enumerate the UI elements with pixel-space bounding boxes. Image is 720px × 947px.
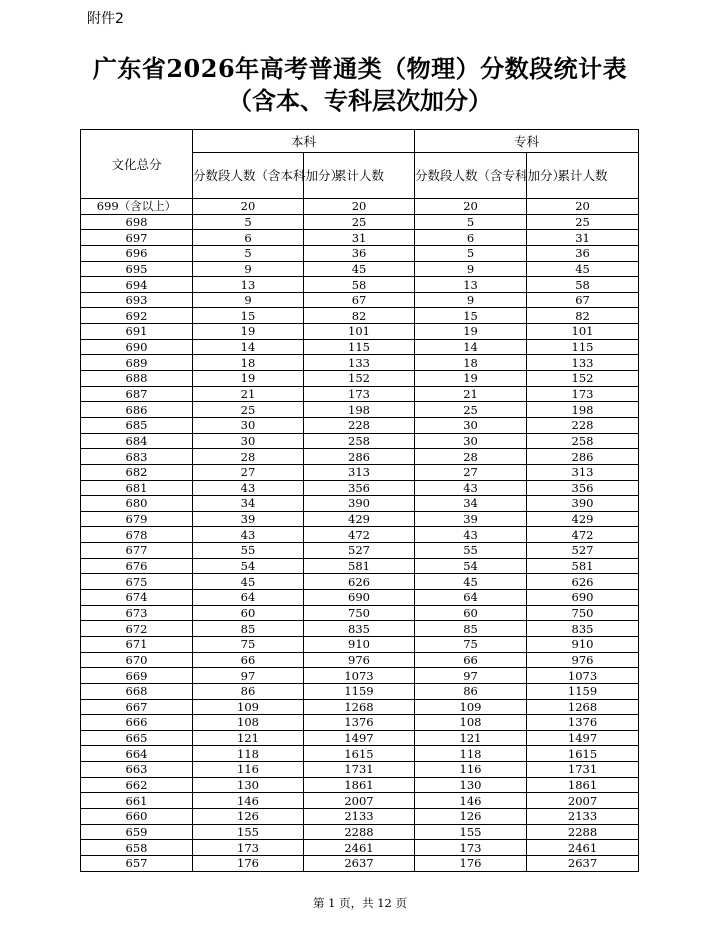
cell-benke-segment: 5 [193,245,304,261]
cell-zhuanke-cumulative: 1073 [527,668,639,684]
table-row [81,433,639,449]
cell-benke-cumulative: 750 [304,605,415,621]
table-row [81,199,639,215]
table-row [81,793,639,809]
cell-zhuanke-segment: 14 [415,339,527,355]
cell-score: 662 [81,777,193,793]
cell-zhuanke-cumulative: 581 [527,558,639,574]
cell-benke-segment: 5 [193,214,304,230]
cell-score: 693 [81,292,193,308]
cell-score: 677 [81,543,193,559]
cell-zhuanke-segment: 60 [415,605,527,621]
cell-score: 687 [81,386,193,402]
cell-benke-segment: 126 [193,808,304,824]
cell-zhuanke-segment: 25 [415,402,527,418]
cell-zhuanke-cumulative: 31 [527,230,639,246]
cell-score: 672 [81,621,193,637]
cell-zhuanke-segment: 19 [415,324,527,340]
cell-score: 668 [81,683,193,699]
cell-benke-cumulative: 313 [304,464,415,480]
table-row [81,464,639,480]
table-row [81,636,639,652]
cell-benke-cumulative: 527 [304,543,415,559]
table-row [81,261,639,277]
cell-benke-segment: 155 [193,824,304,840]
cell-score: 695 [81,261,193,277]
cell-benke-segment: 39 [193,511,304,527]
cell-zhuanke-segment: 15 [415,308,527,324]
cell-zhuanke-segment: 5 [415,245,527,261]
cell-benke-segment: 176 [193,855,304,871]
cell-zhuanke-segment: 55 [415,543,527,559]
cell-benke-segment: 43 [193,480,304,496]
cell-score: 699（含以上） [81,199,193,215]
cell-benke-cumulative: 2637 [304,855,415,871]
cell-benke-segment: 14 [193,339,304,355]
cell-benke-segment: 9 [193,261,304,277]
cell-zhuanke-cumulative: 115 [527,339,639,355]
cell-zhuanke-cumulative: 626 [527,574,639,590]
cell-zhuanke-segment: 146 [415,793,527,809]
table-row [81,558,639,574]
cell-benke-segment: 118 [193,746,304,762]
table-row [81,730,639,746]
cell-benke-segment: 85 [193,621,304,637]
cell-zhuanke-segment: 34 [415,496,527,512]
cell-benke-segment: 28 [193,449,304,465]
cell-zhuanke-segment: 97 [415,668,527,684]
cell-benke-segment: 20 [193,199,304,215]
cell-score: 688 [81,371,193,387]
cell-benke-cumulative: 581 [304,558,415,574]
cell-benke-cumulative: 2133 [304,808,415,824]
cell-zhuanke-segment: 86 [415,683,527,699]
table-row [81,762,639,778]
cell-score: 666 [81,715,193,731]
cell-zhuanke-cumulative: 1159 [527,683,639,699]
cell-benke-cumulative: 1497 [304,730,415,746]
cell-benke-segment: 25 [193,402,304,418]
cell-benke-segment: 21 [193,386,304,402]
cell-zhuanke-cumulative: 390 [527,496,639,512]
cell-benke-cumulative: 390 [304,496,415,512]
cell-score: 680 [81,496,193,512]
cell-benke-cumulative: 1073 [304,668,415,684]
cell-benke-segment: 45 [193,574,304,590]
header-zhuanke-group: 专科 [415,130,639,153]
table-row [81,277,639,293]
cell-zhuanke-segment: 9 [415,292,527,308]
cell-zhuanke-cumulative: 1376 [527,715,639,731]
cell-benke-segment: 15 [193,308,304,324]
cell-benke-cumulative: 45 [304,261,415,277]
table-row [81,668,639,684]
header-zhuanke-cumulative: 累计人数 [527,153,639,199]
cell-score: 657 [81,855,193,871]
cell-zhuanke-cumulative: 1268 [527,699,639,715]
table-row [81,543,639,559]
cell-benke-cumulative: 198 [304,402,415,418]
table-row [81,480,639,496]
cell-score: 696 [81,245,193,261]
cell-benke-segment: 64 [193,590,304,606]
table-row [81,292,639,308]
table-body [81,199,639,872]
cell-zhuanke-segment: 155 [415,824,527,840]
table-row [81,652,639,668]
cell-zhuanke-cumulative: 173 [527,386,639,402]
cell-zhuanke-segment: 108 [415,715,527,731]
score-distribution-table [80,129,639,872]
cell-benke-cumulative: 1159 [304,683,415,699]
cell-score: 686 [81,402,193,418]
cell-zhuanke-cumulative: 67 [527,292,639,308]
cell-benke-cumulative: 115 [304,339,415,355]
cell-zhuanke-cumulative: 1731 [527,762,639,778]
cell-benke-cumulative: 58 [304,277,415,293]
cell-benke-segment: 66 [193,652,304,668]
cell-benke-segment: 9 [193,292,304,308]
cell-score: 692 [81,308,193,324]
table-row [81,355,639,371]
cell-score: 659 [81,824,193,840]
cell-benke-cumulative: 356 [304,480,415,496]
cell-benke-segment: 43 [193,527,304,543]
table-row [81,699,639,715]
cell-benke-cumulative: 472 [304,527,415,543]
cell-score: 698 [81,214,193,230]
cell-benke-cumulative: 690 [304,590,415,606]
cell-score: 674 [81,590,193,606]
cell-benke-cumulative: 1615 [304,746,415,762]
cell-benke-cumulative: 133 [304,355,415,371]
cell-benke-segment: 130 [193,777,304,793]
table-row [81,324,639,340]
table-row [81,777,639,793]
cell-benke-segment: 97 [193,668,304,684]
cell-benke-cumulative: 1731 [304,762,415,778]
cell-score: 664 [81,746,193,762]
cell-benke-segment: 27 [193,464,304,480]
cell-score: 663 [81,762,193,778]
table-row [81,715,639,731]
cell-zhuanke-segment: 30 [415,417,527,433]
cell-zhuanke-cumulative: 36 [527,245,639,261]
table-row [81,402,639,418]
attachment-label: 附件2 [87,11,124,27]
cell-zhuanke-segment: 27 [415,464,527,480]
cell-benke-cumulative: 429 [304,511,415,527]
cell-zhuanke-segment: 19 [415,371,527,387]
table-row [81,855,639,871]
table-row [81,808,639,824]
cell-benke-cumulative: 82 [304,308,415,324]
cell-benke-segment: 121 [193,730,304,746]
cell-zhuanke-segment: 130 [415,777,527,793]
table-row [81,496,639,512]
cell-score: 691 [81,324,193,340]
cell-benke-segment: 173 [193,840,304,856]
cell-score: 697 [81,230,193,246]
cell-zhuanke-cumulative: 2133 [527,808,639,824]
cell-score: 678 [81,527,193,543]
cell-score: 683 [81,449,193,465]
cell-score: 660 [81,808,193,824]
cell-zhuanke-cumulative: 690 [527,590,639,606]
cell-zhuanke-segment: 116 [415,762,527,778]
table-row [81,824,639,840]
cell-benke-segment: 19 [193,371,304,387]
cell-zhuanke-segment: 6 [415,230,527,246]
cell-score: 682 [81,464,193,480]
cell-benke-segment: 54 [193,558,304,574]
table-row [81,230,639,246]
cell-score: 681 [81,480,193,496]
cell-benke-cumulative: 2461 [304,840,415,856]
cell-zhuanke-cumulative: 101 [527,324,639,340]
page-footer: 第 1 页，共 12 页 [312,896,408,910]
cell-benke-cumulative: 626 [304,574,415,590]
cell-benke-segment: 55 [193,543,304,559]
cell-benke-segment: 60 [193,605,304,621]
document-subtitle: （含本、专科层次加分） [228,86,492,115]
cell-score: 673 [81,605,193,621]
header-zhuanke-segment: 分数段人数（含专科加分） [415,153,527,199]
cell-zhuanke-cumulative: 429 [527,511,639,527]
cell-score: 690 [81,339,193,355]
table-row [81,605,639,621]
cell-zhuanke-cumulative: 152 [527,371,639,387]
table-row [81,840,639,856]
cell-benke-segment: 146 [193,793,304,809]
table-row [81,511,639,527]
cell-benke-segment: 6 [193,230,304,246]
table-row [81,417,639,433]
cell-zhuanke-cumulative: 527 [527,543,639,559]
cell-score: 679 [81,511,193,527]
cell-score: 685 [81,417,193,433]
cell-zhuanke-cumulative: 286 [527,449,639,465]
cell-zhuanke-segment: 18 [415,355,527,371]
cell-zhuanke-segment: 28 [415,449,527,465]
cell-benke-segment: 86 [193,683,304,699]
cell-zhuanke-segment: 54 [415,558,527,574]
cell-score: 665 [81,730,193,746]
table-row [81,590,639,606]
cell-score: 694 [81,277,193,293]
cell-score: 669 [81,668,193,684]
cell-zhuanke-segment: 66 [415,652,527,668]
table-row [81,683,639,699]
cell-score: 658 [81,840,193,856]
header-score: 文化总分 [81,130,193,199]
cell-zhuanke-segment: 30 [415,433,527,449]
table-row [81,449,639,465]
cell-benke-cumulative: 31 [304,230,415,246]
document-title: 广东省2026年高考普通类（物理）分数段统计表 [92,54,628,83]
cell-zhuanke-cumulative: 910 [527,636,639,652]
cell-benke-cumulative: 25 [304,214,415,230]
cell-score: 661 [81,793,193,809]
cell-zhuanke-cumulative: 58 [527,277,639,293]
cell-benke-cumulative: 173 [304,386,415,402]
table-row [81,245,639,261]
cell-benke-cumulative: 286 [304,449,415,465]
cell-zhuanke-segment: 173 [415,840,527,856]
cell-zhuanke-cumulative: 82 [527,308,639,324]
cell-score: 670 [81,652,193,668]
table-row [81,371,639,387]
cell-benke-cumulative: 101 [304,324,415,340]
cell-zhuanke-cumulative: 472 [527,527,639,543]
header-benke-group: 本科 [193,130,415,153]
cell-zhuanke-cumulative: 2637 [527,855,639,871]
cell-zhuanke-cumulative: 2288 [527,824,639,840]
cell-zhuanke-segment: 13 [415,277,527,293]
cell-benke-cumulative: 910 [304,636,415,652]
table-row [81,574,639,590]
cell-zhuanke-segment: 109 [415,699,527,715]
cell-zhuanke-segment: 118 [415,746,527,762]
cell-zhuanke-cumulative: 356 [527,480,639,496]
cell-benke-segment: 34 [193,496,304,512]
cell-benke-cumulative: 1268 [304,699,415,715]
cell-zhuanke-segment: 21 [415,386,527,402]
table-row [81,339,639,355]
cell-benke-cumulative: 1861 [304,777,415,793]
header-benke-segment: 分数段人数（含本科加分） [193,153,304,199]
cell-zhuanke-segment: 121 [415,730,527,746]
cell-benke-segment: 75 [193,636,304,652]
cell-zhuanke-cumulative: 1861 [527,777,639,793]
cell-zhuanke-cumulative: 25 [527,214,639,230]
cell-benke-segment: 30 [193,417,304,433]
cell-zhuanke-cumulative: 1615 [527,746,639,762]
cell-zhuanke-cumulative: 976 [527,652,639,668]
cell-zhuanke-segment: 176 [415,855,527,871]
cell-zhuanke-segment: 43 [415,527,527,543]
cell-benke-cumulative: 152 [304,371,415,387]
cell-benke-cumulative: 228 [304,417,415,433]
table-row [81,621,639,637]
cell-benke-segment: 19 [193,324,304,340]
cell-benke-segment: 108 [193,715,304,731]
cell-benke-cumulative: 20 [304,199,415,215]
cell-zhuanke-cumulative: 228 [527,417,639,433]
cell-zhuanke-segment: 43 [415,480,527,496]
cell-benke-segment: 109 [193,699,304,715]
cell-benke-cumulative: 976 [304,652,415,668]
cell-zhuanke-cumulative: 1497 [527,730,639,746]
cell-benke-cumulative: 67 [304,292,415,308]
cell-benke-segment: 30 [193,433,304,449]
cell-zhuanke-cumulative: 20 [527,199,639,215]
cell-score: 676 [81,558,193,574]
cell-zhuanke-segment: 9 [415,261,527,277]
cell-zhuanke-cumulative: 45 [527,261,639,277]
cell-zhuanke-segment: 75 [415,636,527,652]
cell-zhuanke-segment: 64 [415,590,527,606]
cell-score: 689 [81,355,193,371]
cell-benke-cumulative: 36 [304,245,415,261]
cell-zhuanke-segment: 45 [415,574,527,590]
cell-zhuanke-cumulative: 2461 [527,840,639,856]
cell-zhuanke-segment: 85 [415,621,527,637]
cell-benke-cumulative: 1376 [304,715,415,731]
cell-benke-cumulative: 2288 [304,824,415,840]
cell-score: 675 [81,574,193,590]
cell-benke-cumulative: 2007 [304,793,415,809]
cell-score: 667 [81,699,193,715]
cell-zhuanke-cumulative: 258 [527,433,639,449]
cell-zhuanke-cumulative: 313 [527,464,639,480]
cell-zhuanke-cumulative: 835 [527,621,639,637]
table-row [81,386,639,402]
cell-zhuanke-cumulative: 133 [527,355,639,371]
cell-score: 684 [81,433,193,449]
cell-zhuanke-cumulative: 750 [527,605,639,621]
cell-zhuanke-segment: 126 [415,808,527,824]
cell-benke-segment: 13 [193,277,304,293]
table-row [81,527,639,543]
cell-benke-segment: 116 [193,762,304,778]
cell-zhuanke-cumulative: 198 [527,402,639,418]
cell-zhuanke-segment: 20 [415,199,527,215]
cell-benke-cumulative: 258 [304,433,415,449]
cell-benke-cumulative: 835 [304,621,415,637]
table-row [81,308,639,324]
header-benke-cumulative: 累计人数 [304,153,415,199]
table-row [81,214,639,230]
cell-score: 671 [81,636,193,652]
cell-zhuanke-cumulative: 2007 [527,793,639,809]
table-row [81,746,639,762]
cell-zhuanke-segment: 39 [415,511,527,527]
cell-zhuanke-segment: 5 [415,214,527,230]
cell-benke-segment: 18 [193,355,304,371]
